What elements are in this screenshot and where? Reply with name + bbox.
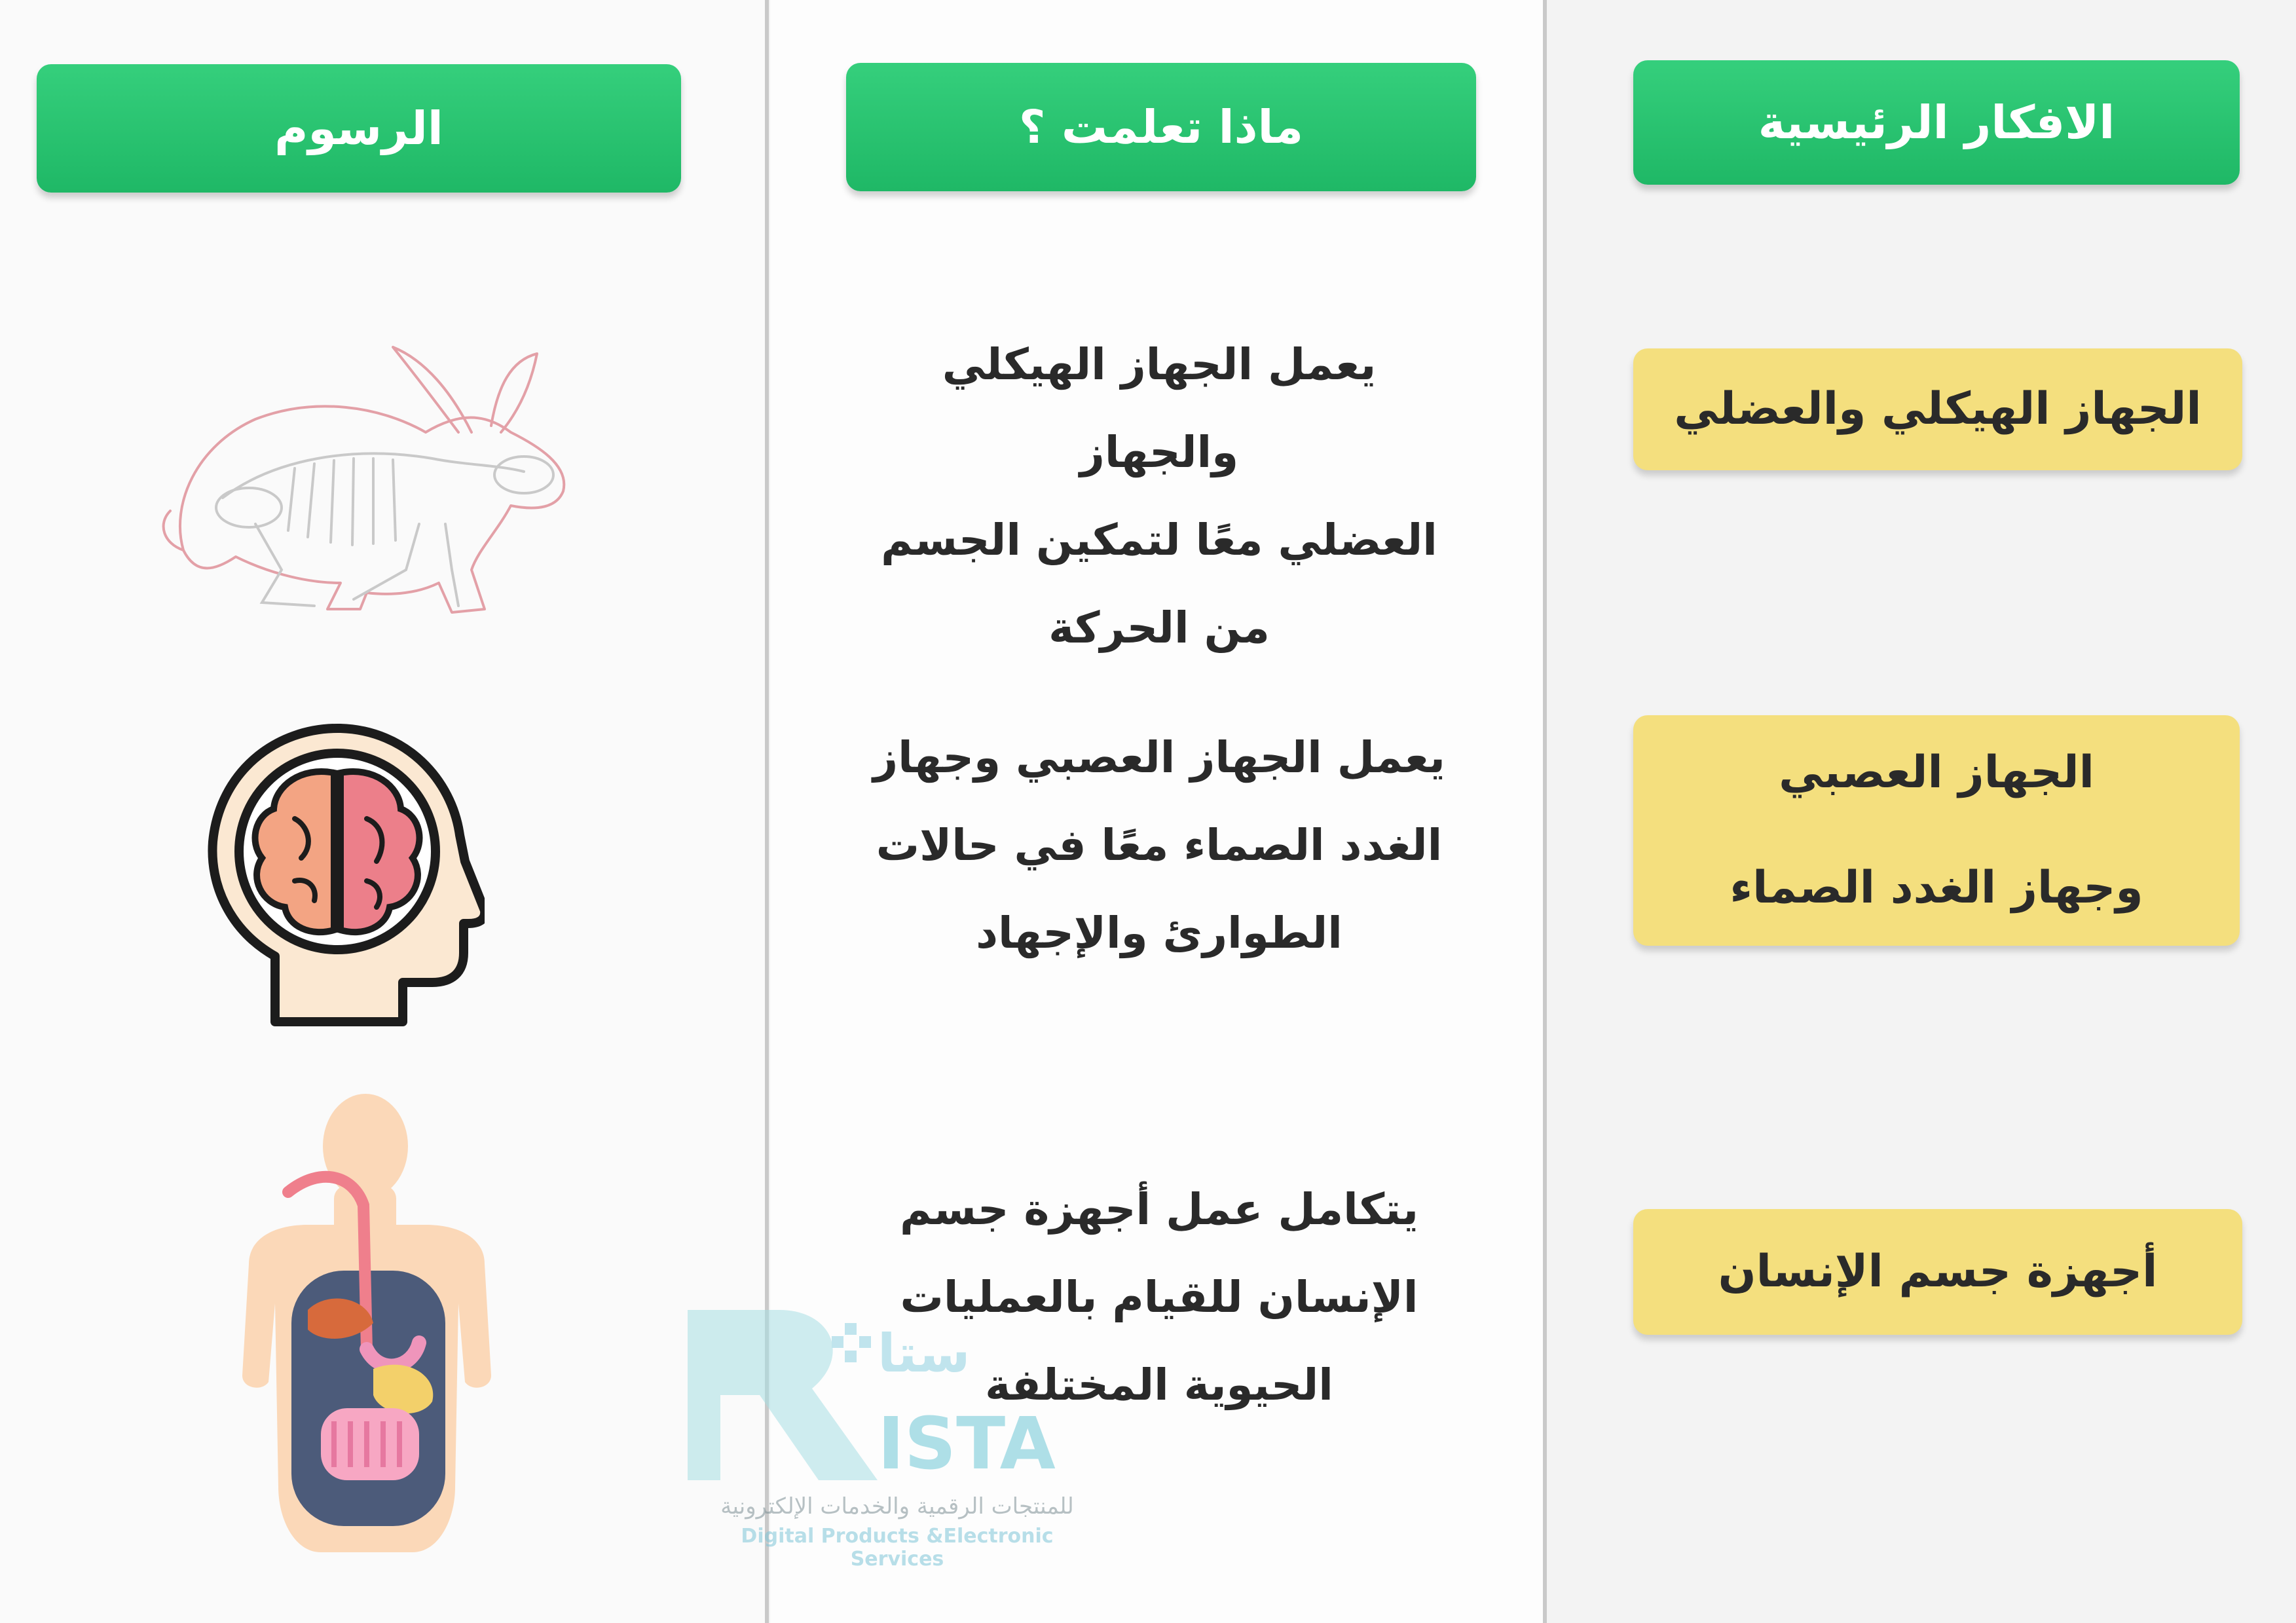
- learned-line: الإنسان للقيام بالعمليات: [900, 1272, 1418, 1322]
- learned-paragraph: [858, 321, 1460, 672]
- learned-line: يتكامل عمل أجهزة جسم: [899, 1184, 1419, 1235]
- ideas-header: [1633, 60, 2240, 185]
- watermark: [681, 1297, 1100, 1572]
- column-divider: [1543, 0, 1547, 1623]
- rabbit-skeleton-icon: [144, 334, 589, 629]
- learned-line: الحيوية المختلفة: [985, 1360, 1333, 1410]
- learned-line: الطوارئ والإجهاد: [976, 908, 1342, 958]
- idea-text: وجهاز الغدد الصماء: [1730, 862, 2143, 914]
- brain-head-icon: [203, 720, 485, 1035]
- learned-header-label: ماذا تعلمت ؟: [1018, 100, 1304, 154]
- watermark-latin-logo: ISTA: [878, 1402, 1056, 1485]
- idea-box: [1633, 715, 2240, 946]
- idea-box: [1633, 1209, 2242, 1335]
- learned-line: الغدد الصماء معًا في حالات: [876, 820, 1443, 870]
- watermark-arabic-logo: ستا: [878, 1323, 971, 1384]
- learned-line: يعمل الجهاز الهيكلي والجهاز: [942, 339, 1377, 477]
- watermark-english-text: Digital Products &Electronic Services: [741, 1525, 1054, 1571]
- idea-box: [1633, 348, 2242, 470]
- learned-line: من الحركة: [1048, 603, 1270, 653]
- human-organs-icon: [223, 1094, 511, 1565]
- idea-text: أجهزة جسم الإنسان: [1718, 1246, 2158, 1297]
- drawings-header: [37, 64, 681, 193]
- watermark-arabic-text: للمنتجات الرقمية والخدمات الإلكترونية: [720, 1493, 1074, 1520]
- ideas-header-label: الافكار الرئيسية: [1758, 96, 2115, 149]
- learned-line: العضلي معًا لتمكين الجسم: [881, 515, 1437, 565]
- drawings-header-label: الرسوم: [274, 102, 443, 155]
- idea-text: الجهاز الهيكلي والعضلي: [1674, 383, 2202, 435]
- learned-paragraph: [858, 714, 1460, 977]
- learned-header: [846, 63, 1476, 191]
- idea-text: الجهاز العصبي: [1779, 747, 2094, 798]
- learned-line: يعمل الجهاز العصبي وجهاز: [873, 732, 1445, 783]
